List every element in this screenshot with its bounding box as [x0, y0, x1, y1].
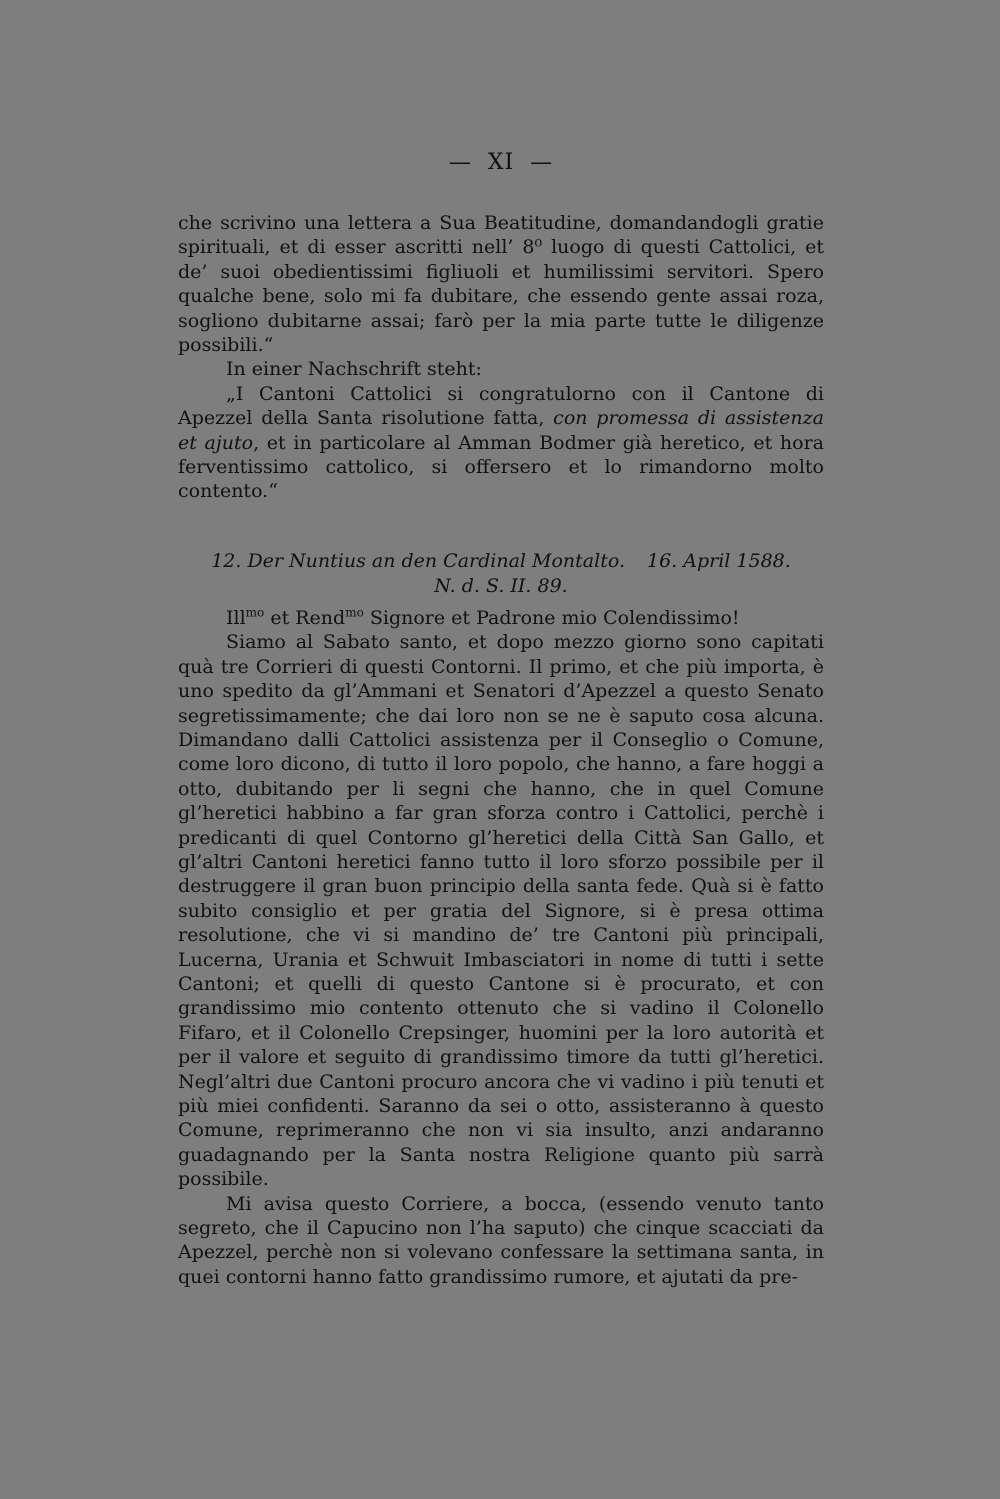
letter-paragraph-1: Siamo al Sabato santo, et dopo mezzo giorno sono capitati quà tre Corrieri di questi Contorni. Il primo, et che più importa, è uno spedito da gl’Ammani et Senatori d’Apezzel a questo Senato segretissimamente; che dai loro non se ne è saputo cosa alcuna. Dimandano dalli Cattolici assistenza per il Conseglio o Comune, come loro dicono, di tutto il loro popolo, che hanno, a fare hoggi a otto, dubitando per li segni che hanno, che in quel Comune gl’heretici habbino a far gran sforza contro i Cattolici, perchè i predicanti di quel Contorno gl’heretici della Città San Gallo, et gl’altri Cantoni heretici fanno tutto il loro sforzo possibile per il destruggere il gran buon principio della santa fede. Quà si è fatto subito consiglio et per gratia del Signore, si è presa ottima resolutione, che vi si mandino de’ tre Cantoni più principali, Lucerna, Urania et Schwuit Imbasciatori in nome di tutti i sette Cantoni; et quelli di questo Cantone si è procurato, et con grandissimo mio contento ottenuto che si vadino il Colonello Fifaro, et il Colonello Crepsinger, huomini per la loro autorità et per il valore et seguito di grandissimo timore da tutti gl’heretici. Negl’altri due Cantoni procuro ancora che vi vadino i più tenuti et più miei confidenti. Saranno da sei o otto, assisteranno à questo Comune, reprimeranno che non vi sia insulto, anzi andaranno guadagnando per la Santa nostra Religione quanto più sarrà possibile.: [178, 631, 824, 1191]
page-body: [178, 150, 824, 1289]
salutation-rend-sup: mo: [345, 605, 364, 620]
postscript-intro: In einer Nachschrift steht:: [226, 358, 482, 381]
letter-closing-paragraph: che scrivino una lettera a Sua Beatitudine, domandandogli gratie spirituali, et di esser ascritti nell’ 8⁰ luogo di questi Cattolici, et de’ suoi obedientissimi figliuoli et humilissimi servitori. Spero qualche bene, solo mi fa dubitare, che essendo gente assai roza, sogliono dubitarne assai; farò per la mia parte tutte le diligenze possibili.“: [178, 212, 824, 357]
document-date: 16. April 1588.: [647, 549, 791, 572]
document-heading: [178, 548, 824, 574]
page-number: XI: [487, 150, 515, 175]
salutation-mid: et Rend: [264, 606, 346, 629]
salutation-rest: Signore et Padrone mio Colendissimo!: [363, 606, 740, 629]
header-dash-left: —: [448, 150, 472, 175]
salutation: [178, 606, 824, 630]
postscript-quote-part2: , et in particolare al Amman Bodmer già heretico, et hora ferventissimo cattolico, si offersero et lo rimandorno molto contento.“: [178, 431, 824, 503]
postscript-quote: [178, 382, 824, 504]
salutation-ill-sup: mo: [245, 605, 265, 620]
document-title: 12. Der Nuntius an den Cardinal Montalto.: [211, 549, 625, 572]
postscript-quote-italic: con promessa di assistenza et ajuto: [178, 407, 824, 454]
letter-paragraph-2: Mi avisa questo Corriere, a bocca, (essendo venuto tanto segreto, che il Capucino non l’ha saputo) che cinque scacciati da Apezzel, perchè non si volevano confessare la settimana santa, in quei contorni hanno fatto grandissimo rumore, et ajutati da pre-: [178, 1192, 824, 1288]
header-dash-right: —: [530, 150, 554, 175]
document-signature: N. d. S. II. 89.: [434, 574, 568, 597]
salutation-ill: Ill: [226, 606, 246, 629]
postscript-quote-part1: „I Cantoni Cattolici si congratulorno con il Cantone di Apezzel della Santa risolutione fatta,: [178, 382, 824, 430]
page-header: [178, 150, 824, 175]
